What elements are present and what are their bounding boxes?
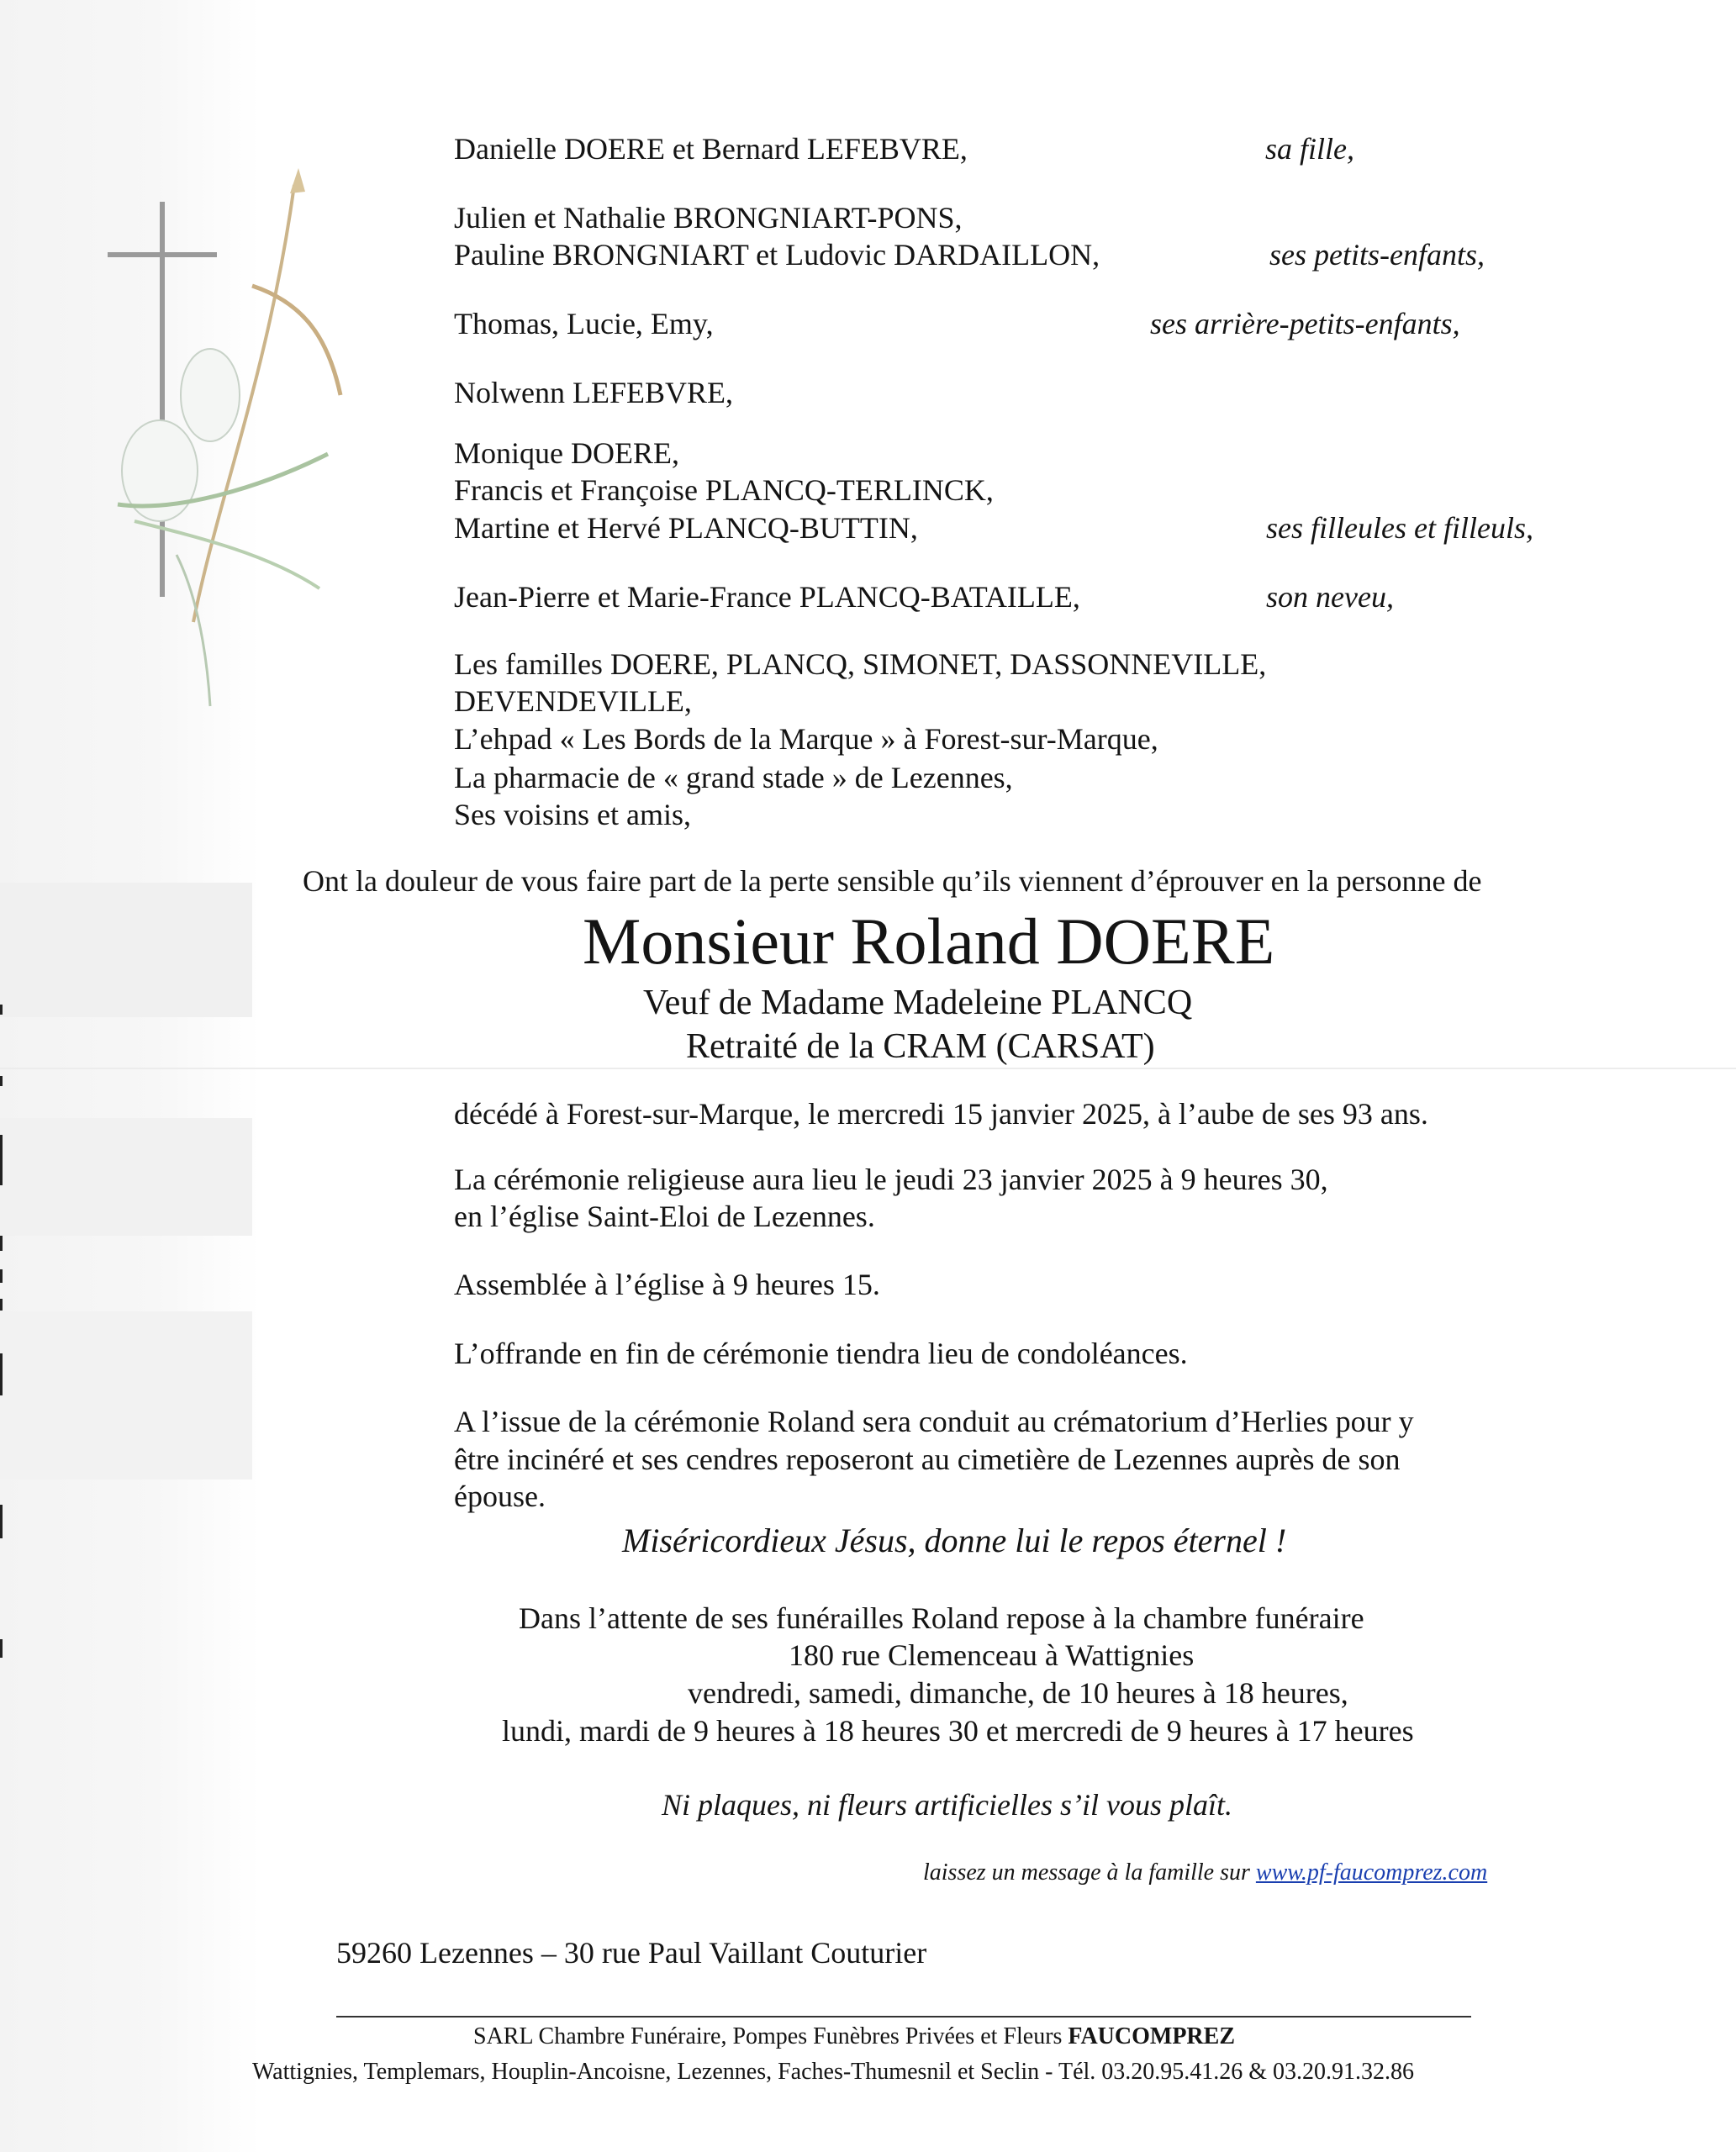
family-line: La pharmacie de « grand stade » de Lezennes, — [454, 761, 1013, 794]
cremation-line: A l’issue de la cérémonie Roland sera conduit au crématorium d’Herlies pour y — [454, 1405, 1414, 1438]
family-line: Thomas, Lucie, Emy, — [454, 307, 714, 340]
edge-mark — [0, 1269, 3, 1283]
cremation-line: être incinéré et ses cendres reposeront au cimetière de Lezennes auprès de son — [454, 1443, 1401, 1476]
relation-label: sa fille, — [1265, 132, 1354, 166]
family-line: Monique DOERE, — [454, 436, 679, 470]
offering-line: L’offrande en fin de cérémonie tiendra lieu de condoléances. — [454, 1337, 1188, 1370]
ceremony-line: en l’église Saint-Eloi de Lezennes. — [454, 1200, 875, 1233]
ceremony-line: La cérémonie religieuse aura lieu le jeudi 23 janvier 2025 à 9 heures 30, — [454, 1163, 1328, 1196]
sidebar-shade — [0, 1118, 252, 1236]
family-line: Francis et Françoise PLANCQ-TERLINCK, — [454, 473, 994, 507]
relation-label: ses arrière-petits-enfants, — [1150, 307, 1460, 340]
edge-mark — [0, 1076, 3, 1086]
edge-mark — [0, 1505, 3, 1538]
deceased-name: Monsieur Roland DOERE — [583, 905, 1275, 978]
family-line: Julien et Nathalie BRONGNIART-PONS, — [454, 201, 963, 235]
family-line: Les familles DOERE, PLANCQ, SIMONET, DASSONNEVILLE, — [454, 647, 1267, 681]
assembly-line: Assemblée à l’église à 9 heures 15. — [454, 1268, 880, 1301]
edge-mark — [0, 1639, 3, 1658]
message-line — [923, 1858, 1487, 1888]
relation-label: ses petits-enfants, — [1269, 238, 1485, 272]
family-line: DEVENDEVILLE, — [454, 684, 692, 718]
family-line: Nolwenn LEFEBVRE, — [454, 376, 733, 409]
footer-company-text: SARL Chambre Funéraire, Pompes Funèbres Privées et Fleurs — [473, 2023, 1063, 2049]
edge-mark — [0, 1005, 3, 1015]
death-notice: décédé à Forest-sur-Marque, le mercredi 15 janvier 2025, à l’aube de ses 93 ans. — [454, 1097, 1428, 1131]
no-flowers-note: Ni plaques, ni fleurs artificielles s’il vous plaît. — [662, 1788, 1232, 1822]
deceased-subtitle: Veuf de Madame Madeleine PLANCQ — [643, 984, 1193, 1022]
edge-mark — [0, 1353, 3, 1395]
edge-mark — [0, 1135, 3, 1185]
deceased-subtitle: Retraité de la CRAM (CARSAT) — [686, 1027, 1155, 1066]
footer-company — [473, 2021, 1235, 2053]
cremation-line: épouse. — [454, 1480, 546, 1513]
website-link[interactable]: www.pf-faucomprez.com — [1255, 1859, 1488, 1886]
message-prefix: laissez un message à la famille sur — [923, 1859, 1250, 1886]
edge-mark — [0, 1236, 3, 1251]
relation-label: son neveu, — [1266, 580, 1394, 614]
family-line: Danielle DOERE et Bernard LEFEBVRE, — [454, 132, 968, 166]
rest-line: lundi, mardi de 9 heures à 18 heures 30 et mercredi de 9 heures à 17 heures — [502, 1714, 1414, 1748]
fold-line — [0, 1068, 1736, 1069]
footer-locations: Wattignies, Templemars, Houplin-Ancoisne, Lezennes, Faches-Thumesnil et Seclin - Tél. 03.20.95.41.26 & 03.20.91.32.86 — [252, 2059, 1415, 2085]
family-line: L’ehpad « Les Bords de la Marque » à Forest-sur-Marque, — [454, 722, 1158, 756]
rest-line: vendredi, samedi, dimanche, de 10 heures à 18 heures, — [688, 1676, 1348, 1710]
footer-divider — [336, 2016, 1471, 2018]
family-line: Ses voisins et amis, — [454, 798, 692, 831]
address-line: 59260 Lezennes – 30 rue Paul Vaillant Couturier — [336, 1936, 927, 1970]
announcement-text: Ont la douleur de vous faire part de la perte sensible qu’ils viennent d’éprouver en la personne de — [303, 864, 1482, 898]
edge-mark — [0, 1299, 3, 1311]
footer-brand: FAUCOMPREZ — [1068, 2023, 1235, 2049]
prayer-text: Miséricordieux Jésus, donne lui le repos éternel ! — [622, 1522, 1287, 1559]
relation-label: ses filleules et filleuls, — [1266, 511, 1533, 545]
lily-flowers-icon — [50, 118, 370, 723]
family-line: Martine et Hervé PLANCQ-BUTTIN, — [454, 511, 918, 545]
rest-line: Dans l’attente de ses funérailles Roland repose à la chambre funéraire — [519, 1601, 1364, 1635]
family-line: Jean-Pierre et Marie-France PLANCQ-BATAILLE, — [454, 580, 1080, 614]
sidebar-shade — [0, 1311, 252, 1480]
rest-line: 180 rue Clemenceau à Wattignies — [789, 1638, 1195, 1672]
family-line: Pauline BRONGNIART et Ludovic DARDAILLON, — [454, 238, 1100, 272]
